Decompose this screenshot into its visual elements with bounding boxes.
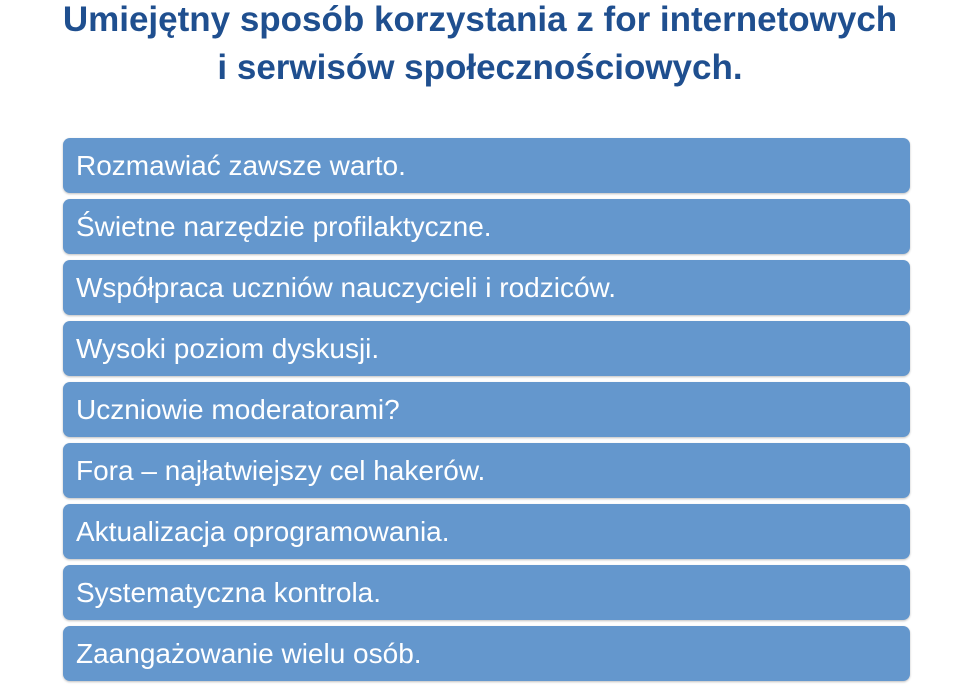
list-item (63, 382, 910, 437)
list-item-text: Wysoki poziom dyskusji. (76, 332, 380, 364)
list-item (63, 565, 910, 620)
list-item-text: Uczniowie moderatorami? (76, 393, 400, 425)
list-item (63, 260, 910, 315)
page-title (0, 0, 960, 92)
list-item (63, 138, 910, 193)
list-item-text: Fora – najłatwiejszy cel hakerów. (76, 454, 486, 486)
list-item (63, 626, 910, 681)
list-item-text: Współpraca uczniów nauczycieli i rodziców. (76, 271, 616, 303)
list-item-text: Systematyczna kontrola. (76, 576, 382, 608)
list-item-text: Zaangażowanie wielu osób. (76, 637, 422, 669)
list-item-text: Świetne narzędzie profilaktyczne. (76, 210, 492, 242)
list-item-text: Rozmawiać zawsze warto. (76, 149, 406, 181)
title-line-1: Umiejętny sposób korzystania z for internetowych (62, 0, 898, 39)
list-item (63, 504, 910, 559)
list-item (63, 199, 910, 254)
bullet-list (63, 138, 910, 681)
list-item-text: Aktualizacja oprogramowania. (76, 515, 450, 547)
title-line-2: i serwisów społecznościowych. (217, 48, 743, 87)
list-item (63, 443, 910, 498)
list-item (63, 321, 910, 376)
